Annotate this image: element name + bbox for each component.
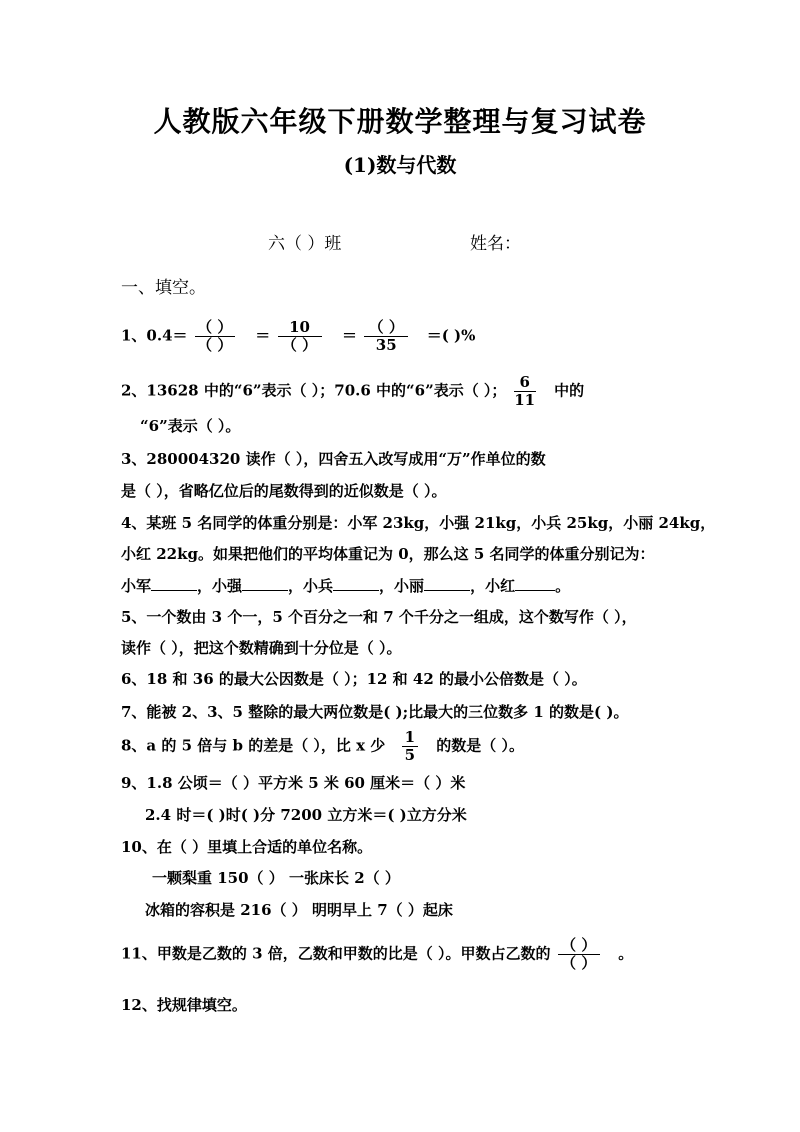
q8-fraction-numerator: 1 [402, 730, 418, 747]
question-10-line-2: 一颗梨重 150（ ） 一张床长 2（ ） [152, 869, 400, 887]
question-4-line-2: 小红 22kg。如果把他们的平均体重记为 0，那么这 5 名同学的体重分别记为： [121, 545, 655, 563]
section-heading-fill-blank: 一、填空。 [121, 278, 206, 298]
q2-fraction [514, 375, 536, 408]
q2-text-a: 2、13628 中的“6”表示（ ）；70.6 中的“6”表示（ ）； [121, 381, 507, 400]
q2-fraction-denominator: 11 [514, 391, 536, 409]
q11-fraction-numerator: （ ） [558, 938, 600, 955]
question-5-line-1: 5、一个数由 3 个一，5 个百分之一和 7 个千分之一组成，这个数写作（ ）， [121, 608, 637, 626]
question-5-line-2: 读作（ ），把这个数精确到十分位是（ ）。 [121, 639, 402, 657]
q11-fraction [558, 938, 600, 971]
question-12: 12、找规律填空。 [121, 996, 247, 1014]
q8-text-b: 的数是（ ）。 [436, 736, 524, 755]
question-2 [121, 375, 584, 408]
q4-blank-1[interactable] [151, 589, 197, 591]
question-8 [121, 730, 524, 763]
q1-suffix: ＝( )% [426, 326, 476, 345]
q4-blank-2[interactable] [242, 589, 288, 591]
question-10-line-1: 10、在（ ）里填上合适的单位名称。 [121, 838, 373, 856]
q4-blank-5[interactable] [515, 589, 555, 591]
question-7: 7、能被 2、3、5 整除的最大两位数是( );比最大的三位数多 1 的数是( )。 [121, 703, 629, 721]
question-3-line-2: 是（ ），省略亿位后的尾数得到的近似数是（ ）。 [121, 482, 447, 500]
question-3-line-1: 3、280004320 读作（ ），四舍五入改写成用“万”作单位的数 [121, 450, 546, 468]
q1-fraction-3-numerator: （ ） [364, 320, 408, 337]
question-10-line-3: 冰箱的容积是 216（ ） 明明早上 7（ ）起床 [145, 901, 453, 919]
q4-name-4: ，小丽 [379, 577, 425, 595]
name-label: 姓名： [470, 234, 521, 254]
q1-fraction-1 [195, 320, 235, 353]
q4-end: 。 [555, 577, 571, 595]
question-9-line-1: 9、1.8 公顷＝（ ）平方米 5 米 60 厘米＝（ ）米 [121, 774, 466, 792]
question-1 [121, 320, 475, 353]
q2-text-b: 中的 [554, 381, 585, 400]
q11-fraction-denominator: （ ） [561, 954, 597, 972]
q1-fraction-2-denominator: （ ） [281, 336, 318, 354]
q8-text-a: 8、a 的 5 倍与 b 的差是（ ），比 x 少 [121, 736, 386, 755]
q1-prefix: 1、0.4＝ [121, 326, 188, 345]
q1-equals-2: ＝ [341, 326, 357, 345]
q4-name-5: ，小红 [470, 577, 516, 595]
q11-text-b: 。 [618, 944, 634, 963]
q1-fraction-1-denominator: （ ） [197, 336, 233, 354]
class-label: 六（ ）班 [268, 234, 342, 254]
q1-equals-1: ＝ [255, 326, 271, 345]
question-4-line-1: 4、某班 5 名同学的体重分别是：小军 23kg，小强 21kg，小兵 25kg，小丽 24kg， [121, 514, 716, 532]
question-6: 6、18 和 36 的最大公因数是（ ）；12 和 42 的最小公倍数是（ ）。 [121, 670, 587, 688]
q4-name-2: ，小强 [197, 577, 243, 595]
q11-text-a: 11、甲数是乙数的 3 倍，乙数和甲数的比是（ ）。甲数占乙数的 [121, 944, 551, 963]
q4-blank-4[interactable] [424, 589, 470, 591]
question-9-line-2: 2.4 时＝( )时( )分 7200 立方米＝( )立方分米 [145, 806, 467, 824]
q4-blank-3[interactable] [333, 589, 379, 591]
question-11 [121, 938, 633, 971]
question-2-line-2: “6”表示（ ）。 [140, 417, 241, 435]
document-title: 人教版六年级下册数学整理与复习试卷 [153, 105, 647, 138]
q1-fraction-3-denominator: 35 [375, 336, 397, 354]
question-4-line-3 [121, 579, 570, 594]
document-subtitle: (1)数与代数 [343, 153, 457, 177]
q1-fraction-2 [278, 320, 322, 353]
q8-fraction [402, 730, 418, 763]
q1-fraction-2-numerator: 10 [278, 320, 322, 337]
q2-fraction-numerator: 6 [514, 375, 536, 392]
q1-fraction-3 [364, 320, 408, 353]
q1-fraction-1-numerator: （ ） [195, 320, 235, 337]
q4-name-1: 小军 [121, 577, 152, 595]
q8-fraction-denominator: 5 [404, 746, 415, 764]
q4-name-3: ，小兵 [288, 577, 334, 595]
